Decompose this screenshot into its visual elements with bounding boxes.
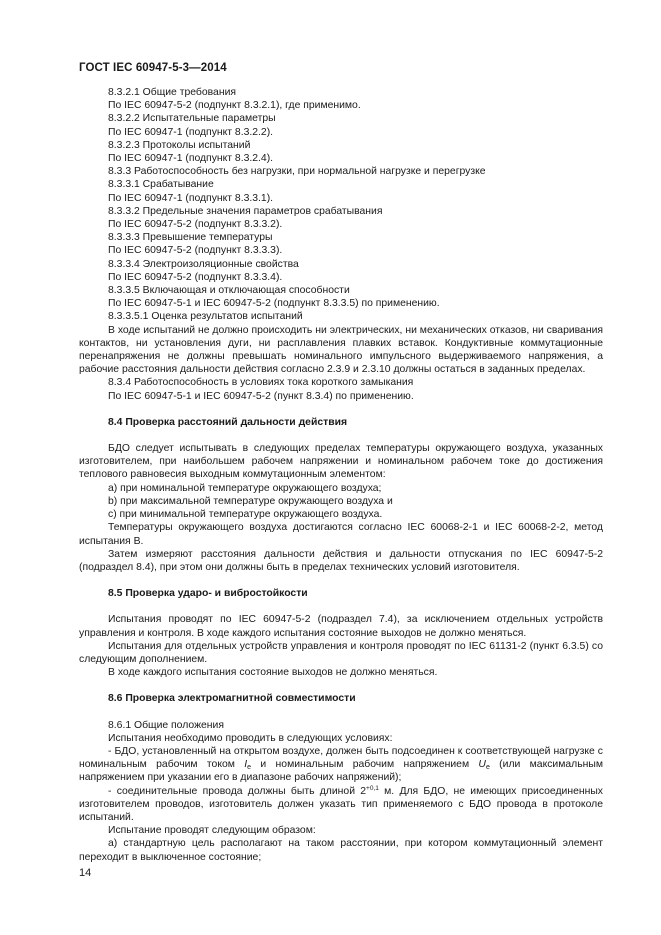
text-line: По IEC 60947-5-1 и IEC 60947-5-2 (пункт 8.3.4) по применению. — [108, 390, 414, 402]
bullet-text: и номинальным рабочим напряжением — [251, 759, 479, 771]
text-line: По IEC 60947-1 (подпункт 8.3.2.4). — [108, 153, 274, 165]
text-line: 8.3.3.2 Предельные значения параметров срабатывания — [108, 205, 383, 217]
standard-header: ГОСТ IEC 60947-5-3—2014 — [79, 62, 227, 74]
text-line: 8.3.3.3 Превышение температуры — [108, 232, 273, 244]
text-line: 8.3.3.4 Электроизоляционные свойства — [108, 258, 299, 270]
tolerance-superscript: +0,1 — [366, 784, 379, 792]
text-line: 8.3.2.1 Общие требования — [108, 87, 236, 98]
bullet-text: - соединительные провода должны быть длиной 2 — [108, 785, 367, 797]
section-8-6-paragraph: a) стандартную цель располагают на таком расстоянии, при котором коммутационный элемент переходит в выключенное состояние; — [79, 838, 603, 863]
text-line: 8.3.2.2 Испытательные параметры — [108, 113, 276, 125]
text-line: По IEC 60947-5-2 (подпункт 8.3.3.4). — [108, 271, 283, 283]
section-8-6-paragraph: Испытания необходимо проводить в следующих условиях: — [108, 732, 393, 744]
text-line: 8.3.3 Работоспособность без нагрузки, при нормальной нагрузке и перегрузке — [108, 166, 486, 178]
current-subscript: e — [247, 764, 252, 772]
text-line: 8.3.2.3 Протоколы испытаний — [108, 139, 251, 151]
bullet-item-load — [79, 745, 603, 785]
text-line: По IEC 60947-5-1 и IEC 60947-5-2 (подпункт 8.3.3.5) по применению. — [108, 298, 440, 310]
section-8-4-heading: 8.4 Проверка расстояний дальности действия — [108, 416, 348, 428]
list-item: b) при максимальной температуре окружающего воздуха и — [108, 495, 393, 507]
text-line: 8.3.4 Работоспособность в условиях тока короткого замыкания — [108, 377, 414, 389]
page-number: 14 — [79, 867, 92, 879]
section-8-4-paragraph: Температуры окружающего воздуха достигаются согласно IEC 60068-2-1 и IEC 60068-2-2, метод испытания B. — [79, 522, 603, 547]
section-8-4-paragraph: БДО следует испытывать в следующих пределах температуры окружающего воздуха, указанных изготовителем, при наибольшем рабочем напряжении и номинальном рабочем токе до достижения теплового равновесия выходным коммутационным элементом: — [79, 443, 603, 481]
section-8-5-heading: 8.5 Проверка ударо- и вибростойкости — [108, 588, 308, 600]
text-line: 8.3.3.1 Срабатывание — [108, 179, 214, 191]
paragraph-test-results: В ходе испытаний не должно происходить ни электрических, ни механических отказов, ни сваривания контактов, ни установления дуги, ни расплавления плавких вставок. Кондуктивные коммутационные перенапряжения не должны превышать номинального импульсного выдерживаемого напряжения, а рабочие расстояния дальности действия согласно 2.3.9 и 2.3.10 должны остаться в заданных пределах. — [79, 324, 603, 376]
text-line: По IEC 60947-1 (подпункт 8.3.3.1). — [108, 192, 274, 204]
voltage-subscript: e — [485, 764, 490, 772]
section-8-5-paragraph: В ходе каждого испытания состояние выходов не должно меняться. — [108, 667, 438, 679]
section-8-5-paragraph: Испытания проводят по IEC 60947-5-2 (подраздел 7.4), за исключением отдельных устройств управления и контроля. В ходе каждого испытания состояние выходов не должно меняться. — [79, 614, 603, 639]
section-8-4-paragraph: Затем измеряют расстояния дальности действия и дальности отпускания по IEC 60947-5-2 (подраздел 8.4), при этом они должны быть в пределах технических условий изготовителя. — [79, 548, 603, 573]
list-item: c) при минимальной температуре окружающего воздуха. — [108, 509, 383, 521]
list-item: a) при номинальной температуре окружающего воздуха; — [108, 482, 382, 494]
document-body — [79, 86, 603, 864]
voltage-symbol: U — [478, 759, 486, 771]
current-symbol: I — [244, 759, 248, 771]
section-8-6-heading: 8.6 Проверка электромагнитной совместимости — [108, 693, 356, 705]
subsection-heading: 8.6.1 Общие положения — [108, 719, 224, 731]
text-line: 8.3.3.5.1 Оценка результатов испытаний — [108, 311, 303, 323]
bullet-text: м. Для БДО, не имеющих присоединенных изготовителем проводов, изготовитель должен указать тип применяемого с БДО провода в протоколе испытаний. — [79, 785, 603, 823]
section-8-6-paragraph: Испытание проводят следующим образом: — [108, 825, 316, 837]
bullet-text: - БДО, установленный на открытом воздухе, должен быть подсоединен к соответствующей нагрузке с номинальным рабочим током — [79, 745, 603, 771]
text-line: 8.3.3.5 Включающая и отключающая способности — [108, 285, 350, 297]
bullet-item-wires — [79, 785, 603, 825]
bullet-text: (или максимальным напряжением при указании его в диапазоне рабочих напряжений); — [79, 759, 603, 784]
text-line: По IEC 60947-5-2 (подпункт 8.3.3.2). — [108, 219, 283, 231]
text-line: По IEC 60947-5-2 (подпункт 8.3.2.1), где применимо. — [108, 100, 361, 112]
text-line: По IEC 60947-5-2 (подпункт 8.3.3.3). — [108, 245, 283, 257]
section-8-5-paragraph: Испытания для отдельных устройств управления и контроля проводят по IEC 61131-2 (пункт 6.3.5) со следующим дополнением. — [79, 640, 603, 665]
text-line: По IEC 60947-1 (подпункт 8.3.2.2). — [108, 126, 274, 138]
